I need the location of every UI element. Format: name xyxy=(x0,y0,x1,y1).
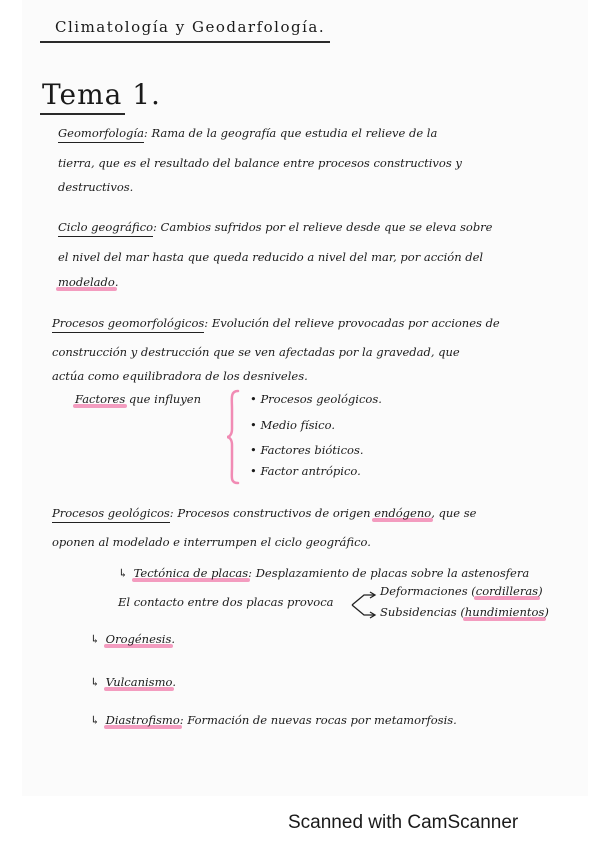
hook-arrow-icon: ↳ xyxy=(90,713,100,727)
hook-arrow-icon: ↳ xyxy=(90,675,100,689)
procesos-geomorf-text-1: : Evolución del relieve provocadas por acciones de xyxy=(204,316,500,330)
vulcanismo-highlight: Vulcanismo xyxy=(105,675,173,689)
geomorfologia-line-3: destructivos. xyxy=(58,180,134,194)
scanner-watermark: Scanned with CamScanner xyxy=(288,812,519,833)
procesos-geomorf-line-1 xyxy=(52,316,500,330)
diastrofismo-highlight: Diastrofismo xyxy=(105,713,180,727)
subsidencias-line: Subsidencias (hundimientos) xyxy=(380,605,549,619)
branch-arrow-icon xyxy=(350,590,378,620)
ciclo-line-3: modelado. xyxy=(58,275,119,289)
contacto-line: El contacto entre dos placas provoca xyxy=(118,595,334,609)
geomorfologia-text-1: : Rama de la geografía que estudia el relieve de la xyxy=(143,126,438,140)
hundimientos-highlight: hundimientos xyxy=(464,605,545,619)
ciclo-line-2: el nivel del mar hasta que queda reducido a nivel del mar, por acción del xyxy=(58,250,484,264)
curly-brace-icon xyxy=(226,389,240,485)
geomorfologia-line-2: tierra, que es el resultado del balance entre procesos constructivos y xyxy=(58,156,462,170)
header-title: Climatología y Geodarfología. xyxy=(55,18,326,36)
tectonica-line: ↳ Tectónica de placas: Desplazamiento de placas sobre la astenosfera xyxy=(118,566,530,580)
factor-item: • Factor antrópico. xyxy=(250,464,361,478)
procesos-geomorf-line-2: construcción y destrucción que se ven afectadas por la gravedad, que xyxy=(52,345,460,359)
factores-highlight: Factores xyxy=(75,392,126,406)
hook-arrow-icon: ↳ xyxy=(90,632,100,646)
hook-arrow-icon: ↳ xyxy=(118,566,128,580)
procesos-geomorf-term: Procesos geomorfológicos xyxy=(52,316,205,330)
orogenesis-line: ↳ Orogénesis. xyxy=(90,632,176,646)
geomorfologia-term: Geomorfología xyxy=(58,126,144,140)
deformaciones-line: Deformaciones (cordilleras) xyxy=(380,584,543,598)
vulcanismo-line: ↳ Vulcanismo. xyxy=(90,675,177,689)
procesos-geol-line-2: oponen al modelado e interrumpen el ciclo geográfico. xyxy=(52,535,371,549)
ciclo-text-1: : Cambios sufridos por el relieve desde que se eleva sobre xyxy=(153,220,493,234)
ciclo-line-1 xyxy=(58,220,492,234)
header-rule xyxy=(40,41,330,43)
geomorfologia-line-1 xyxy=(58,126,437,140)
factor-item: • Medio físico. xyxy=(250,418,335,432)
factor-item: • Factores bióticos. xyxy=(250,443,364,457)
section-title: Tema 1. xyxy=(42,78,161,111)
orogenesis-highlight: Orogénesis xyxy=(105,632,172,646)
tectonica-highlight: Tectónica de placas xyxy=(133,566,249,580)
procesos-geol-term: Procesos geológicos xyxy=(52,506,170,520)
section-title-rule xyxy=(40,113,125,115)
modelado-highlight: modelado xyxy=(58,275,115,289)
procesos-geomorf-line-3: actúa como equilibradora de los desniveles. xyxy=(52,369,308,383)
diastrofismo-line: ↳ Diastrofismo: Formación de nuevas rocas por metamorfosis. xyxy=(90,713,457,727)
procesos-geol-line-1: Procesos geológicos: Procesos constructivos de origen endógeno, que se xyxy=(52,506,477,520)
factores-label: Factores que influyen xyxy=(75,392,202,406)
cordilleras-highlight: cordilleras xyxy=(475,584,539,598)
ciclo-term: Ciclo geográfico xyxy=(58,220,154,234)
endogeno-highlight: endógeno xyxy=(374,506,432,520)
factor-item: • Procesos geológicos. xyxy=(250,392,382,406)
